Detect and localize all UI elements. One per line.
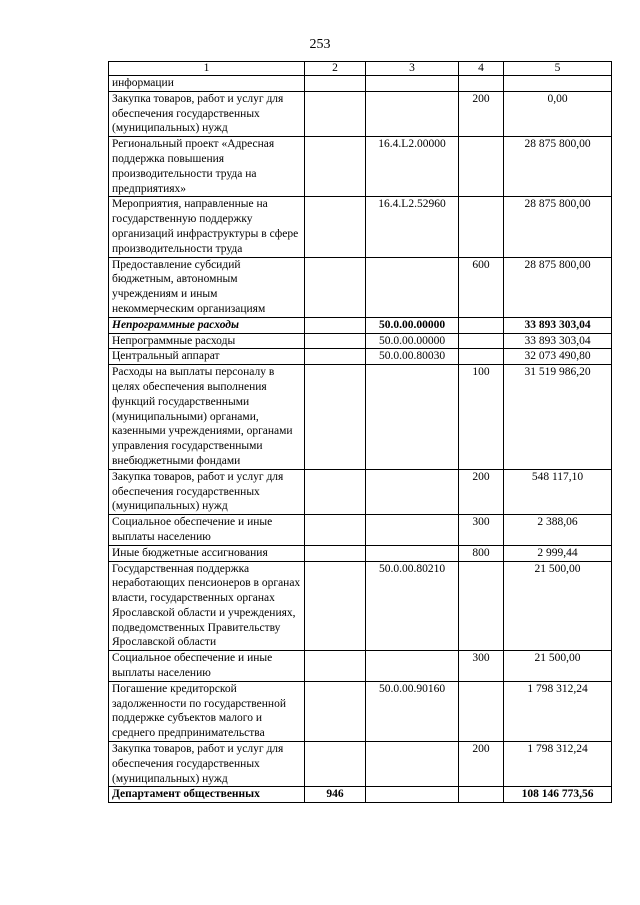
row-code-cell (305, 545, 366, 561)
row-name-cell: Социальное обеспечение и иные выплаты населению (109, 515, 305, 546)
row-vr-cell: 200 (459, 469, 504, 514)
table-row (109, 545, 612, 561)
row-vr-cell: 800 (459, 545, 504, 561)
row-name-cell: Непрограммные расходы (109, 317, 305, 333)
table-row (109, 365, 612, 470)
row-code-cell (305, 469, 366, 514)
row-name-cell: Мероприятия, направленные на государственную поддержку организаций инфраструктуры в сфере производительности труда (109, 197, 305, 257)
row-code-cell (305, 76, 366, 92)
row-vr-cell: 300 (459, 515, 504, 546)
table-row (109, 317, 612, 333)
row-code-cell (305, 137, 366, 197)
row-csr-cell (366, 787, 459, 803)
row-csr-cell (366, 545, 459, 561)
row-amount-cell: 548 117,10 (504, 469, 612, 514)
row-amount-cell: 33 893 303,04 (504, 317, 612, 333)
row-amount-cell: 32 073 490,80 (504, 349, 612, 365)
row-code-cell (305, 197, 366, 257)
row-name-cell: Региональный проект «Адресная поддержка повышения производительности труда на предприятиях» (109, 137, 305, 197)
row-csr-cell (366, 515, 459, 546)
row-vr-cell (459, 349, 504, 365)
table-row (109, 787, 612, 803)
row-vr-cell: 200 (459, 742, 504, 787)
row-name-cell: Непрограммные расходы (109, 333, 305, 349)
row-csr-cell: 50.0.00.00000 (366, 317, 459, 333)
row-code-cell (305, 681, 366, 741)
table-header-row (109, 62, 612, 76)
row-amount-cell: 21 500,00 (504, 651, 612, 682)
row-amount-cell: 21 500,00 (504, 561, 612, 651)
row-csr-cell (366, 76, 459, 92)
table-row (109, 137, 612, 197)
row-amount-cell: 28 875 800,00 (504, 197, 612, 257)
row-amount-cell: 31 519 986,20 (504, 365, 612, 470)
table-row (109, 515, 612, 546)
row-vr-cell (459, 333, 504, 349)
row-amount-cell: 28 875 800,00 (504, 137, 612, 197)
row-code-cell (305, 651, 366, 682)
row-name-cell: Закупка товаров, работ и услуг для обеспечения государственных (муниципальных) нужд (109, 469, 305, 514)
row-csr-cell (366, 91, 459, 136)
budget-table (108, 61, 612, 803)
header-cell-5: 5 (504, 62, 612, 76)
table-row (109, 91, 612, 136)
row-csr-cell: 50.0.00.80030 (366, 349, 459, 365)
row-code-cell (305, 333, 366, 349)
table-row (109, 681, 612, 741)
row-amount-cell: 2 388,06 (504, 515, 612, 546)
table-row (109, 197, 612, 257)
row-amount-cell: 108 146 773,56 (504, 787, 612, 803)
row-name-cell: Департамент общественных (109, 787, 305, 803)
row-csr-cell (366, 651, 459, 682)
row-amount-cell: 1 798 312,24 (504, 681, 612, 741)
row-vr-cell: 300 (459, 651, 504, 682)
row-vr-cell: 100 (459, 365, 504, 470)
row-csr-cell: 16.4.L2.52960 (366, 197, 459, 257)
header-cell-2: 2 (305, 62, 366, 76)
table-row (109, 76, 612, 92)
row-vr-cell (459, 561, 504, 651)
row-name-cell: Погашение кредиторской задолженности по государственной поддержке субъектов малого и среднего предпринимательства (109, 681, 305, 741)
row-amount-cell: 1 798 312,24 (504, 742, 612, 787)
row-code-cell (305, 349, 366, 365)
table-row (109, 561, 612, 651)
row-code-cell (305, 91, 366, 136)
row-csr-cell: 50.0.00.90160 (366, 681, 459, 741)
table-row (109, 742, 612, 787)
row-vr-cell (459, 76, 504, 92)
page-number: 253 (309, 37, 331, 52)
row-code-cell (305, 257, 366, 317)
table-row (109, 349, 612, 365)
row-name-cell: Социальное обеспечение и иные выплаты населению (109, 651, 305, 682)
row-csr-cell: 50.0.00.80210 (366, 561, 459, 651)
row-amount-cell (504, 76, 612, 92)
row-name-cell: Государственная поддержка неработающих пенсионеров в органах власти, государственных органах Ярославской области и учреждениях, подведомственных Правительству Ярославской области (109, 561, 305, 651)
table-row (109, 469, 612, 514)
row-name-cell: информации (109, 76, 305, 92)
row-name-cell: Центральный аппарат (109, 349, 305, 365)
row-csr-cell (366, 257, 459, 317)
row-vr-cell (459, 317, 504, 333)
row-code-cell (305, 365, 366, 470)
row-vr-cell: 600 (459, 257, 504, 317)
table-row (109, 257, 612, 317)
row-vr-cell (459, 681, 504, 741)
row-vr-cell (459, 197, 504, 257)
row-name-cell: Закупка товаров, работ и услуг для обеспечения государственных (муниципальных) нужд (109, 91, 305, 136)
table-row (109, 651, 612, 682)
row-amount-cell: 28 875 800,00 (504, 257, 612, 317)
row-name-cell: Закупка товаров, работ и услуг для обеспечения государственных (муниципальных) нужд (109, 742, 305, 787)
row-name-cell: Расходы на выплаты персоналу в целях обеспечения выполнения функций государственными (муниципальными) органами, казенными учреждениями, органами управления государственными внебюджетными фондами (109, 365, 305, 470)
row-amount-cell: 33 893 303,04 (504, 333, 612, 349)
row-code-cell (305, 561, 366, 651)
row-amount-cell: 0,00 (504, 91, 612, 136)
table-row (109, 333, 612, 349)
header-cell-1: 1 (109, 62, 305, 76)
header-cell-4: 4 (459, 62, 504, 76)
row-code-cell (305, 317, 366, 333)
row-name-cell: Иные бюджетные ассигнования (109, 545, 305, 561)
row-amount-cell: 2 999,44 (504, 545, 612, 561)
header-cell-3: 3 (366, 62, 459, 76)
row-name-cell: Предоставление субсидий бюджетным, автономным учреждениям и иным некоммерческим организациям (109, 257, 305, 317)
row-code-cell: 946 (305, 787, 366, 803)
row-csr-cell: 50.0.00.00000 (366, 333, 459, 349)
table-body (109, 62, 612, 803)
row-code-cell (305, 515, 366, 546)
row-csr-cell: 16.4.L2.00000 (366, 137, 459, 197)
row-csr-cell (366, 365, 459, 470)
row-csr-cell (366, 469, 459, 514)
row-code-cell (305, 742, 366, 787)
row-csr-cell (366, 742, 459, 787)
row-vr-cell (459, 787, 504, 803)
row-vr-cell: 200 (459, 91, 504, 136)
row-vr-cell (459, 137, 504, 197)
